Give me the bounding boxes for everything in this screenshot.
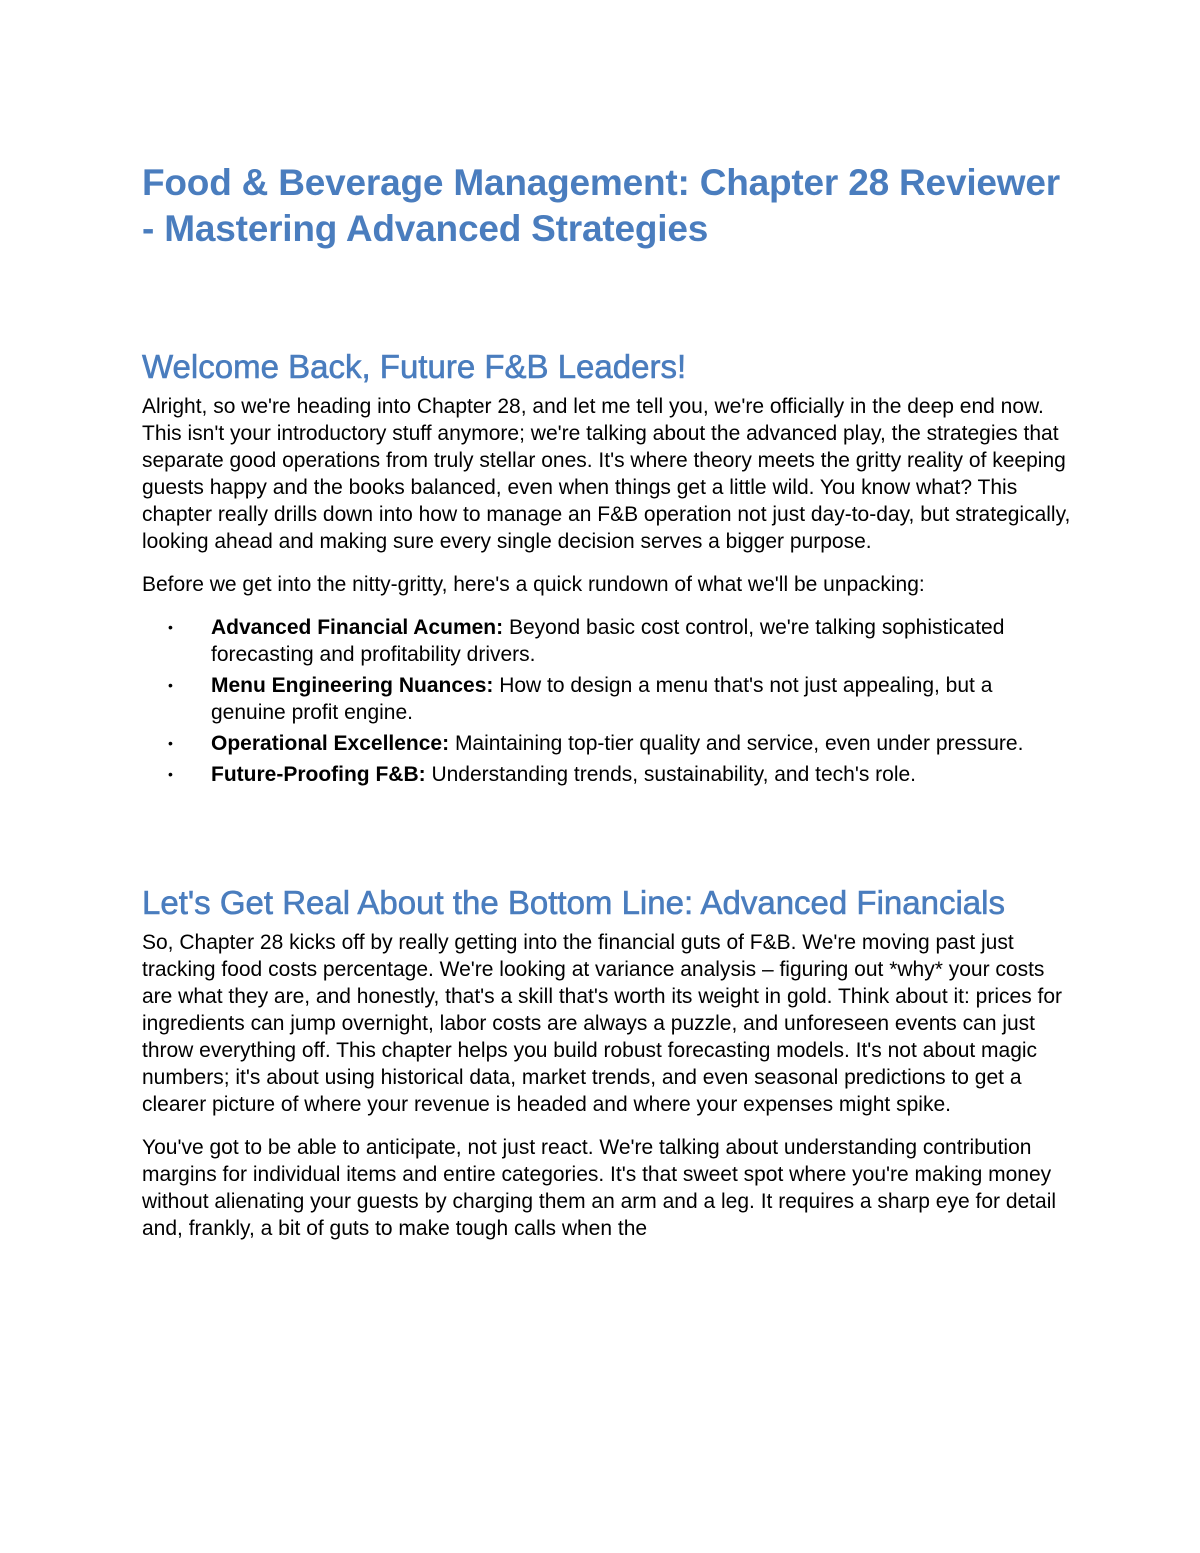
welcome-heading: Welcome Back, Future F&B Leaders! bbox=[142, 348, 687, 385]
bullet-term: Operational Excellence: bbox=[211, 732, 450, 755]
bullet-item bbox=[142, 672, 1051, 726]
welcome-paragraph-2: Before we get into the nitty-gritty, here's a quick rundown of what we'll be unpacking: bbox=[142, 573, 925, 596]
topics-bullet-list bbox=[142, 614, 1072, 788]
bullet-term: Future-Proofing F&B: bbox=[211, 763, 426, 786]
financials-paragraph-2: You've got to be able to anticipate, not just react. We're talking about understanding contribution margins for individual items and entire categories. It's that sweet spot where you're making money without alienating your guests by charging them an arm and a leg. It requires a sharp eye for detail and, frankly, a bit of guts to make tough calls when the bbox=[142, 1136, 1057, 1240]
financials-heading: Let's Get Real About the Bottom Line: Advanced Financials bbox=[142, 884, 1005, 921]
bullet-item bbox=[142, 761, 1051, 788]
document-title: Food & Beverage Management: Chapter 28 Reviewer - Mastering Advanced Strategies bbox=[142, 162, 1060, 249]
bullet-term: Menu Engineering Nuances: bbox=[211, 674, 494, 697]
bullet-item bbox=[142, 614, 1051, 668]
bullet-icon: • bbox=[168, 619, 173, 635]
welcome-paragraph-1: Alright, so we're heading into Chapter 28, and let me tell you, we're officially in the deep end now. This isn't your introductory stuff anymore; we're talking about the advanced play, the strategies that separate good operations from truly stellar ones. It's where theory meets the gritty reality of keeping guests happy and the books balanced, even when things get a little wild. You know what? This chapter really drills down into how to manage an F&B operation not just day-to-day, but strategically, looking ahead and making sure every single decision serves a bigger purpose. bbox=[142, 395, 1071, 553]
bullet-icon: • bbox=[168, 735, 173, 751]
bullet-item bbox=[142, 730, 1051, 757]
financials-paragraph-1: So, Chapter 28 kicks off by really getting into the financial guts of F&B. We're moving past just tracking food costs percentage. We're looking at variance analysis – figuring out *why* your costs are what they are, and honestly, that's a skill that's worth its weight in gold. Think about it: prices for ingredients can jump overnight, labor costs are always a puzzle, and unforeseen events can just throw everything off. This chapter helps you build robust forecasting models. It's not about magic numbers; it's about using historical data, market trends, and even seasonal predictions to get a clearer picture of where your revenue is headed and where your expenses might spike. bbox=[142, 931, 1063, 1116]
bullet-icon: • bbox=[168, 677, 173, 693]
bullet-text: Beyond basic cost control, we're talking sophisticated forecasting and profitability drivers. bbox=[211, 616, 1005, 666]
bullet-text: Understanding trends, sustainability, and tech's role. bbox=[425, 763, 917, 786]
bullet-text: How to design a menu that's not just appealing, but a genuine profit engine. bbox=[211, 674, 993, 724]
bullet-icon: • bbox=[168, 766, 173, 782]
document-page bbox=[142, 160, 1072, 1242]
bullet-term: Advanced Financial Acumen: bbox=[211, 616, 504, 639]
bullet-text: Maintaining top-tier quality and service, even under pressure. bbox=[449, 732, 1024, 755]
